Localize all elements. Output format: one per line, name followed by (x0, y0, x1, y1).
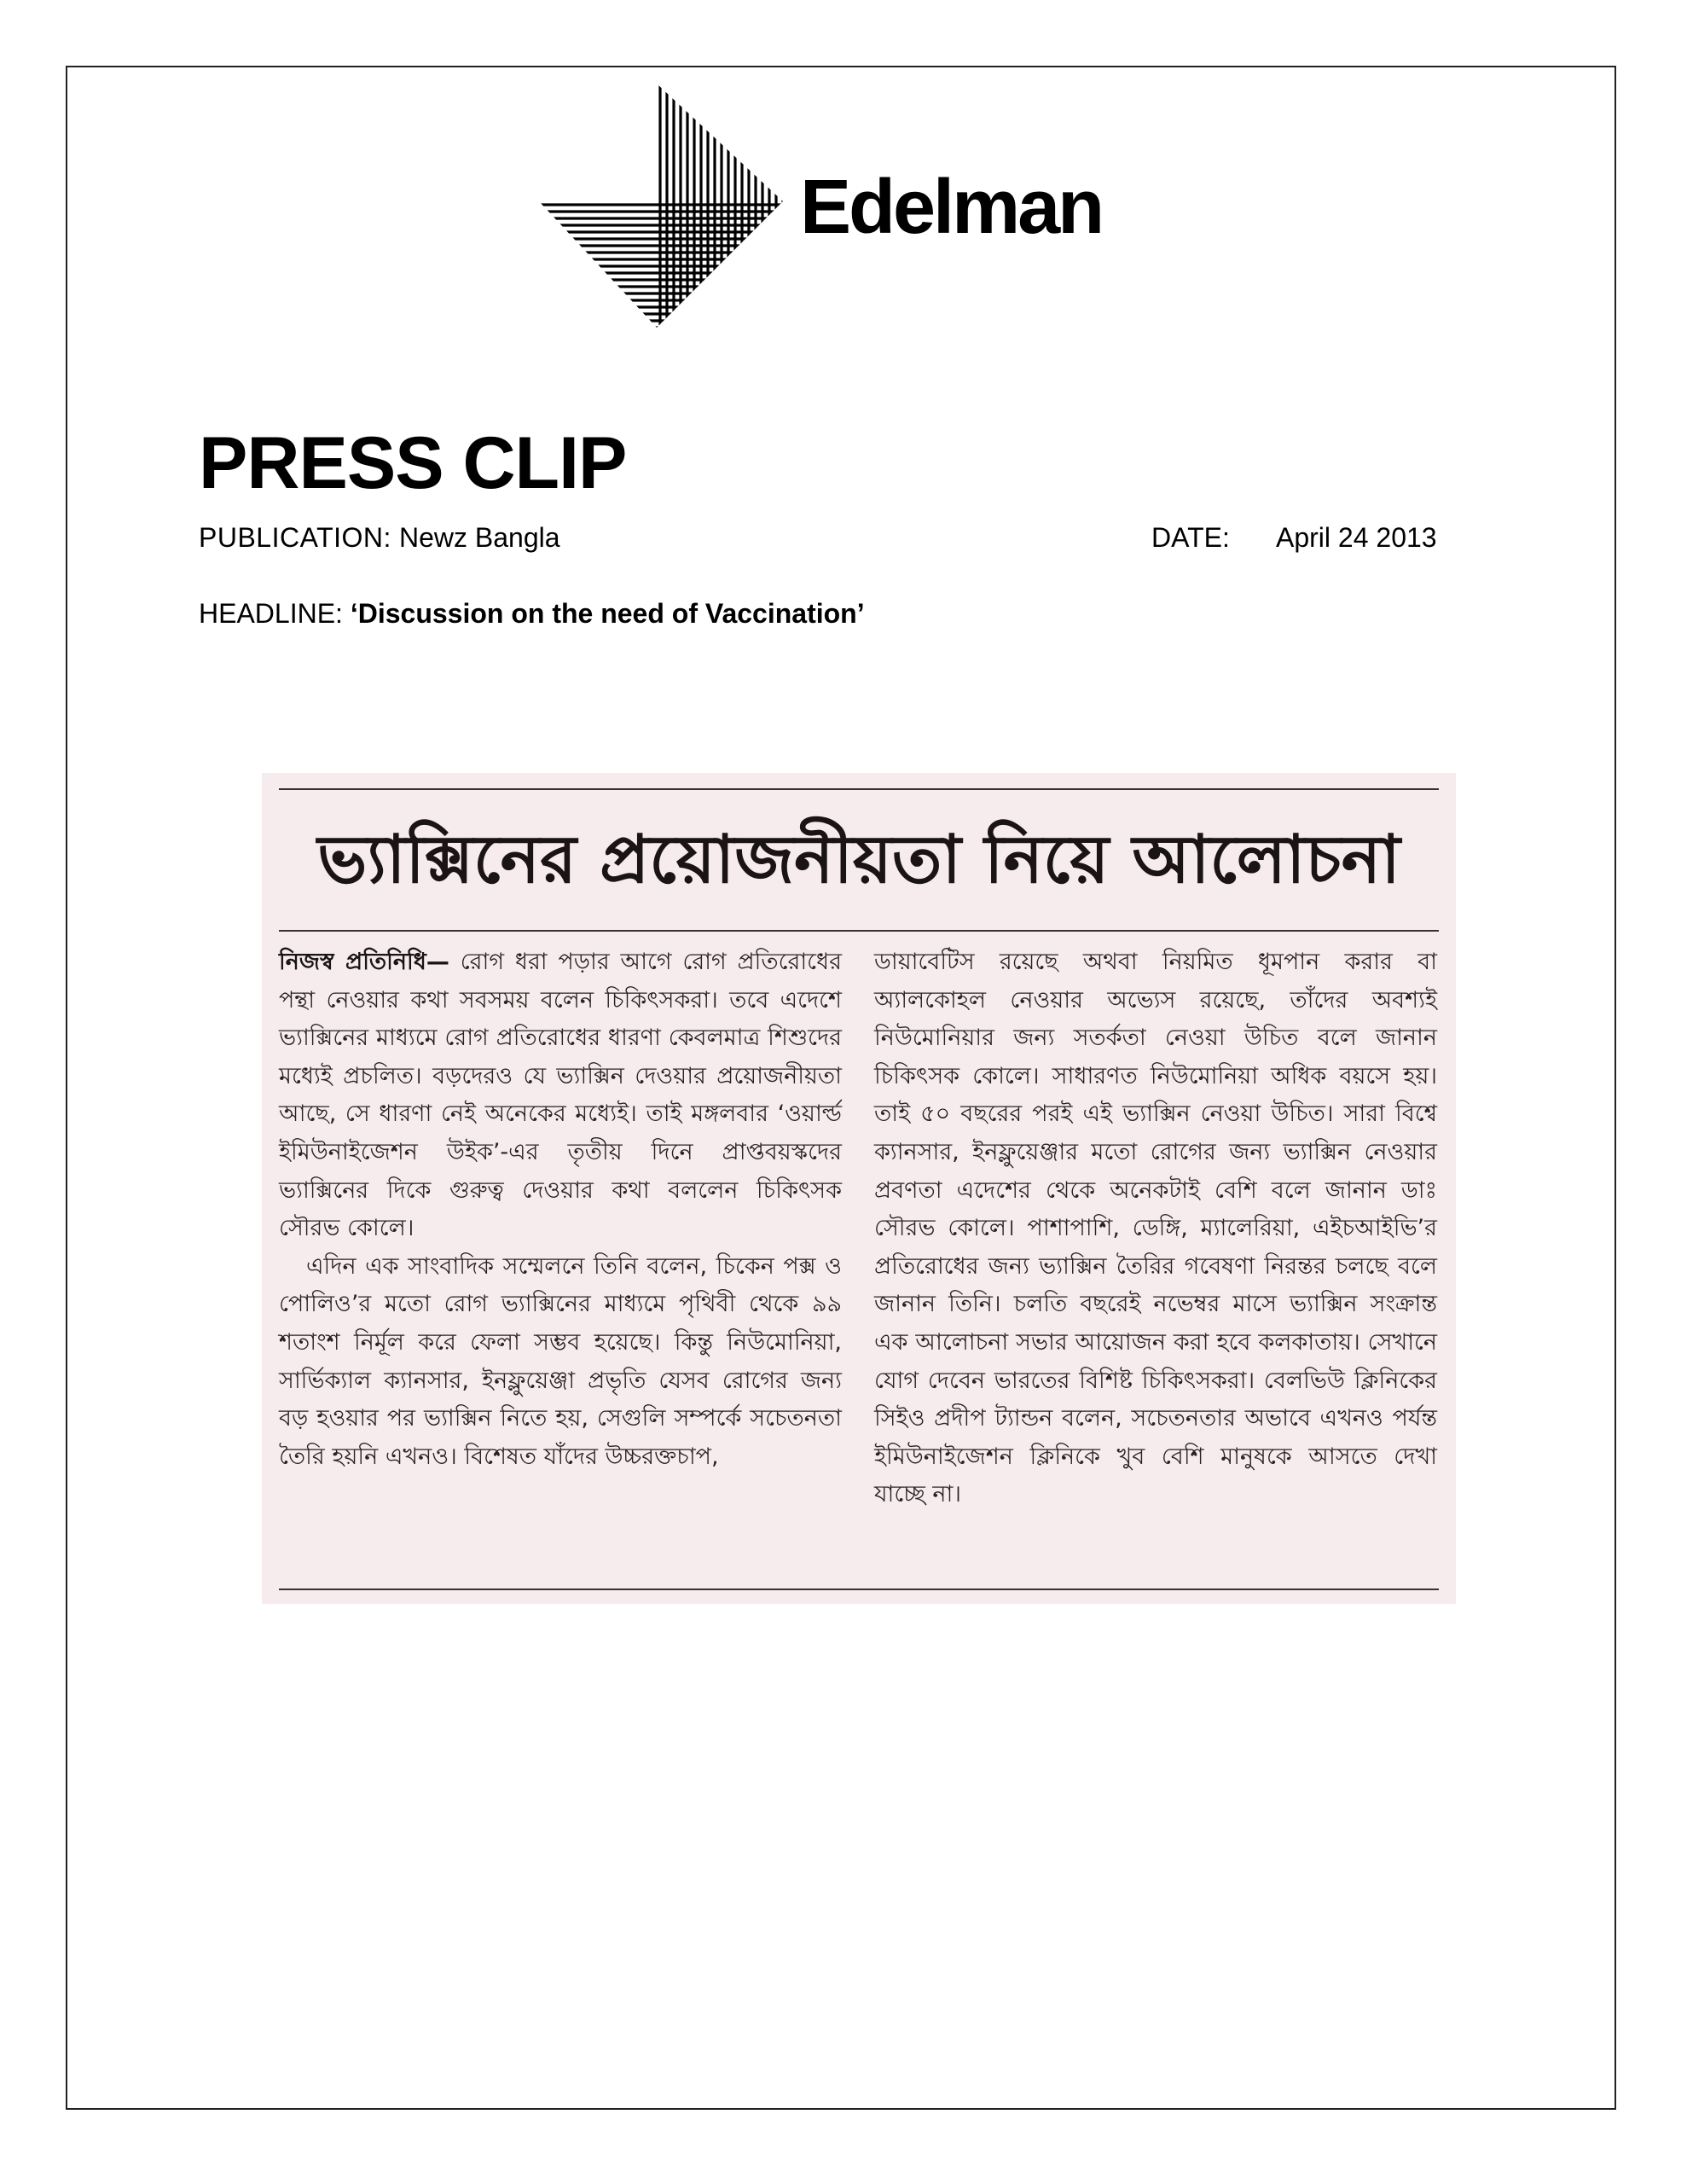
newspaper-clipping (262, 773, 1456, 1604)
article-column-left (279, 944, 842, 1476)
publication-value: Newz Bangla (399, 522, 560, 553)
logo-wordmark: Edelman (800, 165, 1103, 250)
article-title: ভ্যাক্সিনের প্রয়োজনীয়তা নিয়ে আলোচনা (317, 822, 1400, 898)
article-text: রোগ ধরা পড়ার আগে রোগ প্রতিরোধের পন্থা নেওয়ার কথা সবসময় বলেন চিকিৎসকরা। তবে এদেশে ভ্যাক্সিনের মাধ্যমে রোগ প্রতিরোধের ধারণা কেবলমাত্র শিশুদের মধ্যেই প্রচলিত। বড়দেরও যে ভ্যাক্সিন দেওয়ার প্রয়োজনীয়তা আছে, সে ধারণা নেই অনেকের মধ্যেই। তাই মঙ্গলবার ‘ওয়ার্ল্ড ইমিউনাইজেশন উইক’-এর তৃতীয় দিনে প্রাপ্তবয়স্কদের ভ্যাক্সিনের দিকে গুরুত্ব দেওয়ার কথা বললেন চিকিৎসক সৌরভ কোলে। (279, 949, 842, 1242)
article-paragraph (279, 944, 842, 1248)
article-paragraph: ডায়াবেটিস রয়েছে অথবা নিয়মিত ধূমপান করার বা অ্যালকোহল নেওয়ার অভ্যেস রয়েছে, তাঁদের অবশ্যই নিউমোনিয়ার জন্য সতর্কতা নেওয়া উচিত বলে জানান চিকিৎসক কোলে। সাধারণত নিউমোনিয়া অধিক বয়সে হয়। তাই ৫০ বছরের পরই এই ভ্যাক্সিন নেওয়া উচিত। সারা বিশ্বে ক্যানসার, ইনফ্লুয়েঞ্জার মতো রোগের জন্য ভ্যাক্সিন নেওয়ার প্রবণতা এদেশের থেকে অনেকটাই বেশি বলে জানান ডাঃ সৌরভ কোলে। পাশাপাশি, ডেঙ্গি, ম্যালেরিয়া, এইচআইভি’র প্রতিরোধের জন্য ভ্যাক্সিন তৈরির গবেষণা নিরন্তর চলছে বলে জানান তিনি। চলতি বছরেই নভেম্বর মাসে ভ্যাক্সিন সংক্রান্ত এক আলোচনা সভার আয়োজন করা হবে কলকাতায়। সেখানে যোগ দেবেন ভারতের বিশিষ্ট চিকিৎসকরা। বেলভিউ ক্লিনিকের সিইও প্রদীপ ট্যান্ডন বলেন, সচেতনতার অভাবে এখনও পর্যন্ত ইমিউনাইজেশন ক্লিনিকে খুব বেশি মানুষকে আসতে দেখা যাচ্ছে না। (874, 949, 1437, 1508)
clipping-bottom-rule (279, 1589, 1439, 1590)
article-byline: নিজস্ব প্রতিনিধি— (279, 949, 449, 975)
publication-label (199, 524, 391, 551)
headline-label: HEADLINE: (199, 598, 351, 629)
article-column-right (874, 944, 1437, 1514)
publication-label-text: PUBLICATION: (199, 522, 391, 553)
clipping-title-rule (279, 930, 1439, 932)
edelman-grid-arrow-icon (539, 84, 795, 328)
edelman-logo (539, 84, 1136, 328)
page-title: PRESS CLIP (199, 422, 627, 504)
date-value: April 24 2013 (1276, 522, 1437, 553)
headline (199, 600, 865, 627)
article-paragraph: এদিন এক সাংবাদিক সম্মেলনে তিনি বলেন, চিকেন পক্স ও পোলিও’র মতো রোগ ভ্যাক্সিনের মাধ্যমে পৃথিবী থেকে ৯৯ শতাংশ নির্মূল করে ফেলা সম্ভব হয়েছে। কিন্তু নিউমোনিয়া, সার্ভিক্যাল ক্যানসার, ইনফ্লুয়েঞ্জা প্রভৃতি যেসব রোগের জন্য বড় হওয়ার পর ভ্যাক্সিন নিতে হয়, সেগুলি সম্পর্কে সচেতনতা তৈরি হয়নি এখনও। বিশেষত যাঁদের উচ্চরক্তচাপ, (279, 1252, 842, 1470)
headline-value: ‘Discussion on the need of Vaccination’ (350, 598, 865, 629)
date-label: DATE: (1151, 522, 1230, 553)
clipping-top-rule (279, 788, 1439, 790)
